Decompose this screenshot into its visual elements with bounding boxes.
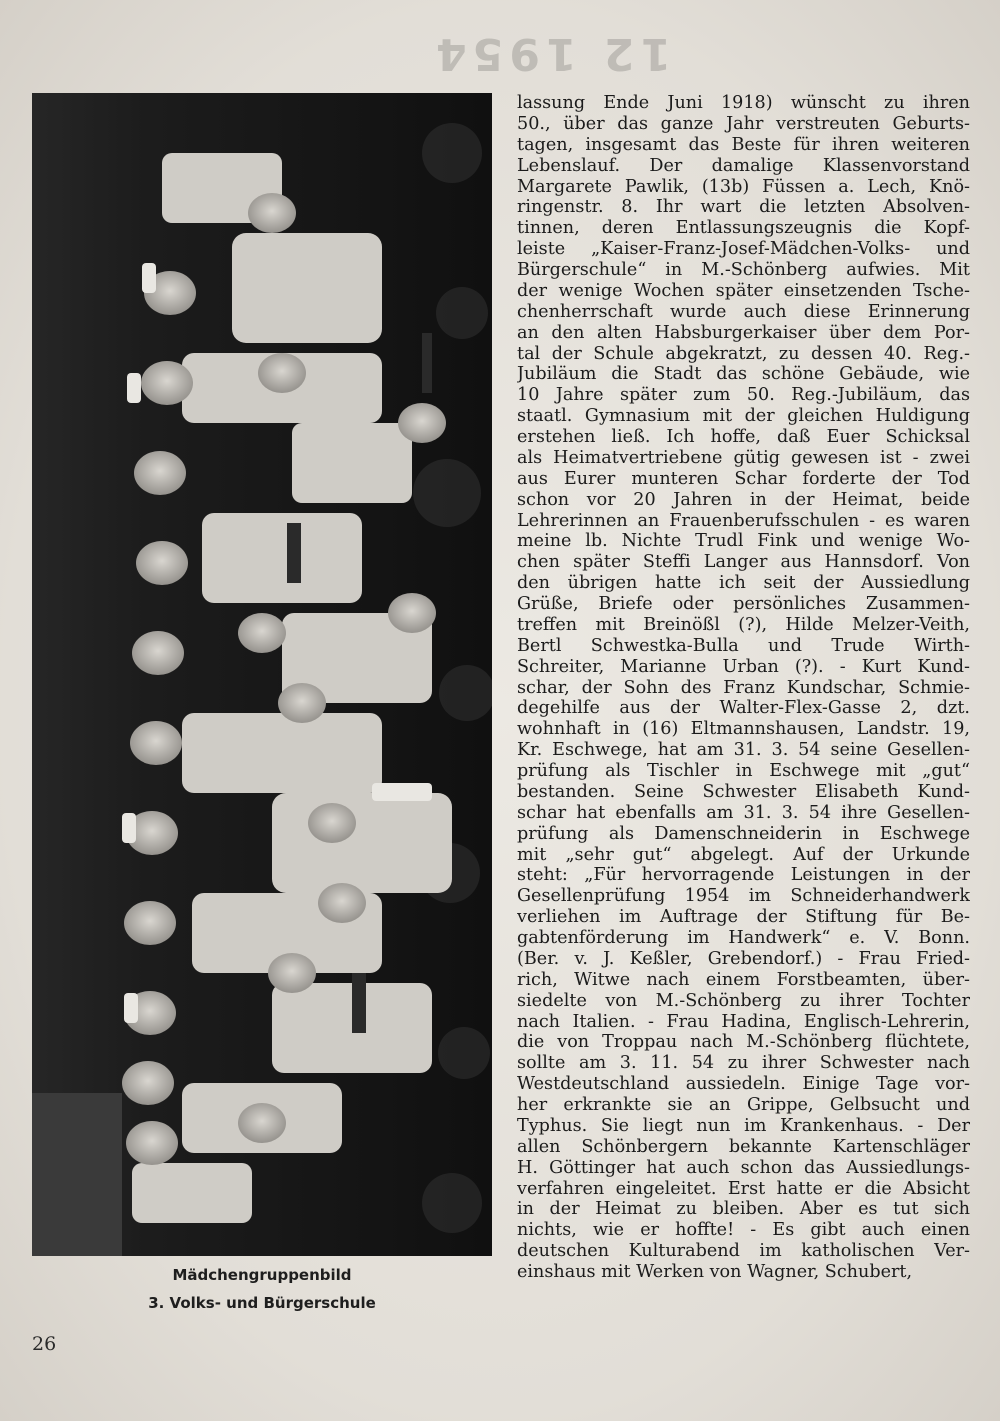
text-line: steht: „Für hervorragende Leistungen in der [517,865,970,886]
photo-caption-subtitle: 3. Volks- und Bürgerschule [148,1294,376,1312]
text-line: tagen, insgesamt das Beste für ihren weiteren [517,134,970,155]
text-line: degehilfe aus der Walter-Flex-Gasse 2, dzt. [517,698,970,719]
text-line: (Ber. v. J. Keßler, Grebendorf.) - Frau Fried- [517,948,970,969]
text-line: an den alten Habsburgerkaiser über dem Por- [517,322,970,343]
text-line: als Heimatvertriebene gütig gewesen ist - zwei [517,447,970,468]
text-line: leiste „Kaiser-Franz-Josef-Mädchen-Volks- und [517,239,970,260]
text-line: erstehen ließ. Ich hoffe, daß Euer Schicksal [517,427,970,447]
text-line: prüfung als Tischler in Eschwege mit „gut“ [517,761,970,781]
text-line: Lehrerinnen an Frauenberufsschulen - es waren [517,510,970,531]
text-line: allen Schönbergern bekannte Kartenschläger [517,1136,970,1157]
text-line: tal der Schule abgekratzt, zu dessen 40. Reg.- [517,343,970,364]
text-line: Bürgerschule“ in M.-Schönberg aufwies. Mit [517,260,970,280]
text-line: der wenige Wochen später einsetzenden Tsche- [517,280,970,301]
photo-caption-title: Mädchengruppenbild [172,1266,352,1284]
page-number: 26 [32,1333,57,1355]
text-line: gabtenförderung im Handwerk“ e. V. Bonn. [517,928,970,948]
text-line: nichts, wie er hoffte! - Es gibt auch einen [517,1220,970,1241]
group-photo-image [32,93,492,1256]
article-body [517,93,970,1283]
text-line: 10 Jahre später zum 50. Reg.-Jubiläum, das [517,385,970,406]
text-line: chen später Steffi Langer aus Hannsdorf. Von [517,552,970,573]
text-line: Typhus. Sie liegt nun im Krankenhaus. - Der [517,1115,970,1136]
text-line: die von Troppau nach M.-Schönberg flüchtete, [517,1032,970,1053]
text-line: siedelte von M.-Schönberg zu ihrer Tochter [517,990,970,1011]
archive-stamp: 12 1954 [430,28,672,79]
text-line: Westdeutschland aussiedeln. Einige Tage vor- [517,1074,970,1095]
text-line: nach Italien. - Frau Hadina, Englisch-Lehrerin, [517,1011,970,1032]
text-line: schar hat ebenfalls am 31. 3. 54 ihre Gesellen- [517,802,970,823]
text-line: H. Göttinger hat auch schon das Aussiedlungs- [517,1157,970,1178]
text-line: prüfung als Damenschneiderin in Eschwege [517,823,970,844]
text-line: schar, der Sohn des Franz Kundschar, Schmie- [517,677,970,698]
text-line: deutschen Kulturabend im katholischen Ver- [517,1241,970,1262]
text-line: Margarete Pawlik, (13b) Füssen a. Lech, Knö- [517,176,970,197]
text-line: bestanden. Seine Schwester Elisabeth Kund- [517,781,970,802]
text-line: Jubiläum die Stadt das schöne Gebäude, wie [517,364,970,385]
text-line: 50., über das ganze Jahr verstreuten Geburts- [517,113,970,134]
text-line: chenherrschaft wurde auch diese Erinnerung [517,301,970,322]
text-line: aus Eurer munteren Schar forderte der Tod [517,468,970,489]
text-line: Grüße, Briefe oder persönliches Zusammen- [517,594,970,614]
text-line: lassung Ende Juni 1918) wünscht zu ihren [517,93,970,113]
text-line: wohnhaft in (16) Eltmannshausen, Landstr. 19, [517,719,970,740]
text-line: schon vor 20 Jahren in der Heimat, beide [517,489,970,510]
text-line: mit „sehr gut“ abgelegt. Auf der Urkunde [517,844,970,865]
text-line: einshaus mit Werken von Wagner, Schubert, [517,1262,913,1282]
text-line: her erkrankte sie an Grippe, Gelbsucht und [517,1095,970,1115]
text-line: meine lb. Nichte Trudl Fink und wenige Wo- [517,531,970,552]
text-line: treffen mit Breinößl (?), Hilde Melzer-Veith, [517,614,970,635]
text-line: verfahren eingeleitet. Erst hatte er die Absicht [517,1178,970,1199]
text-line: Lebenslauf. Der damalige Klassenvorstand [517,155,970,176]
group-photo [32,93,492,1256]
text-line: verliehen im Auftrage der Stiftung für Be- [517,907,970,928]
text-line: staatl. Gymnasium mit der gleichen Huldigung [517,406,970,427]
text-line: Kr. Eschwege, hat am 31. 3. 54 seine Gesellen- [517,740,970,761]
text-line: sollte am 3. 11. 54 zu ihrer Schwester nach [517,1053,970,1074]
text-line: Bertl Schwestka-Bulla und Trude Wirth- [517,635,970,656]
text-line: Gesellenprüfung 1954 im Schneiderhandwerk [517,886,970,907]
text-line: rich, Witwe nach einem Forstbeamten, über- [517,969,970,990]
text-line: den übrigen hatte ich seit der Aussiedlung [517,573,970,594]
text-line: Schreiter, Marianne Urban (?). - Kurt Kund- [517,656,970,677]
text-line: tinnen, deren Entlassungszeugnis die Kopf- [517,218,970,239]
text-line: ringenstr. 8. Ihr wart die letzten Absolven- [517,197,970,218]
text-line: in der Heimat zu bleiben. Aber es tut sich [517,1199,970,1220]
